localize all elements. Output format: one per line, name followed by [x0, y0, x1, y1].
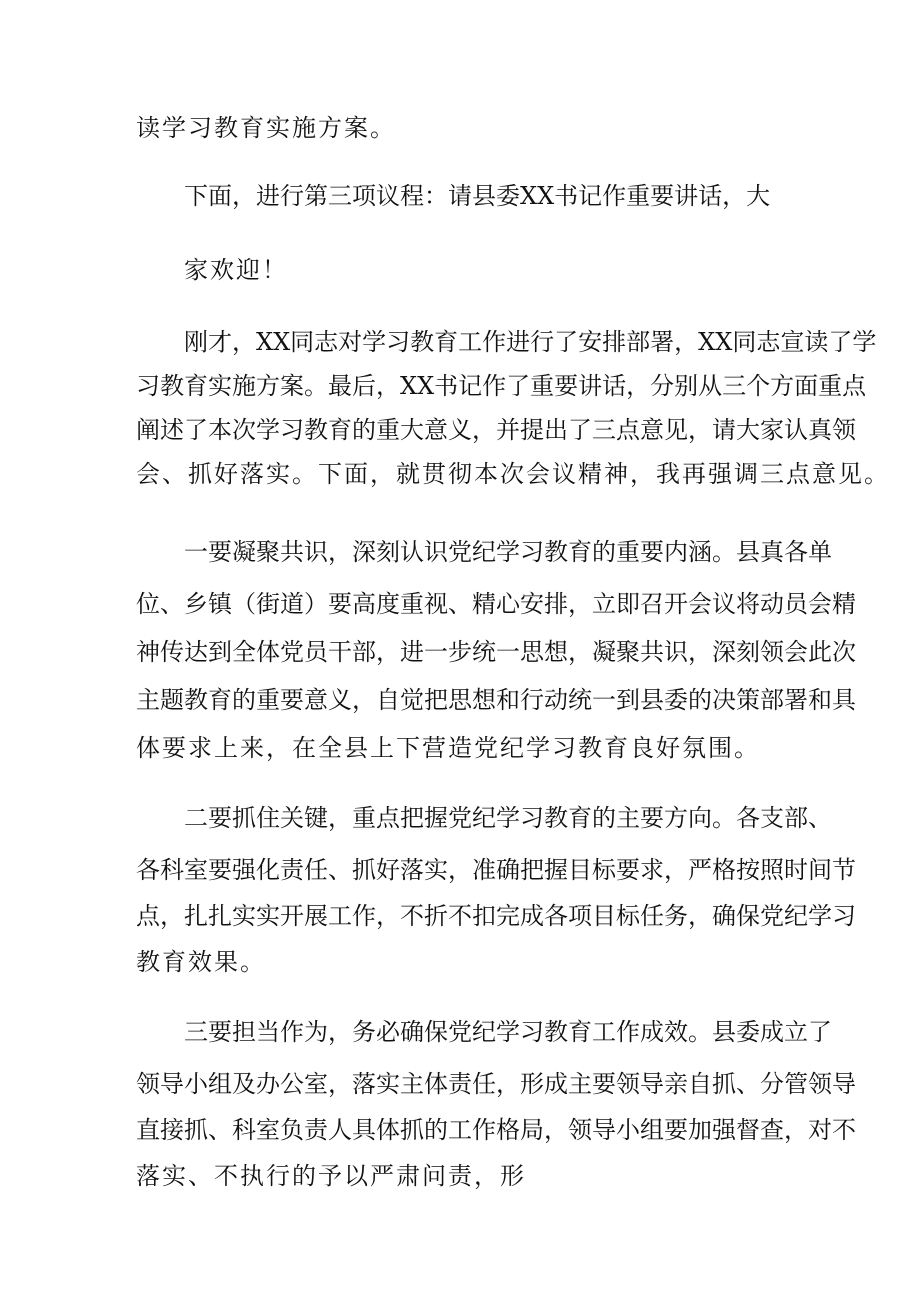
text-line-16: 教育效果。 [136, 948, 266, 976]
text-line-10: 神传达到全体党员干部，进一步统一思想，凝聚共识，深刻领会此次 [136, 638, 856, 666]
text-line-9: 位、乡镇（街道）要高度重视、精心安排，立即召开会议将动员会精 [136, 590, 856, 618]
text-line-5: 习教育实施方案。最后，XX书记作了重要讲话，分别从三个方面重点 [136, 372, 867, 400]
text-line-18: 领导小组及办公室，落实主体责任，形成主要领导亲自抓、分管领导 [136, 1070, 856, 1098]
text-line-14: 各科室要强化责任、抓好落实，准确把握目标要求，严格按照时间节 [136, 856, 856, 884]
text-line-4: 刚才，XX同志对学习教育工作进行了安排部署，XX同志宣读了学 [184, 328, 877, 356]
text-line-11: 主题教育的重要意义，自觉把思想和行动统一到县委的决策部署和具 [136, 686, 856, 714]
text-line-13: 二要抓住关键，重点把握党纪学习教育的主要方向。各支部、 [184, 804, 832, 832]
text-line-19: 直接抓、科室负责人具体抓的工作格局，领导小组要加强督查，对不 [136, 1116, 856, 1144]
text-line-6: 阐述了本次学习教育的重大意义，并提出了三点意见，请大家认真领 [136, 416, 856, 444]
text-line-2: 下面，进行第三项议程：请县委XX书记作重要讲话，大 [184, 182, 771, 210]
text-line-3: 家欢迎！ [184, 256, 288, 284]
text-line-1: 读学习教育实施方案。 [136, 114, 396, 142]
text-line-12: 体要求上来，在全县上下营造党纪学习教育良好氛围。 [136, 734, 760, 762]
text-line-7: 会、抓好落实。下面，就贯彻本次会议精神，我再强调三点意见。 [136, 460, 890, 488]
text-line-8: 一要凝聚共识，深刻认识党纪学习教育的重要内涵。县真各单 [184, 538, 832, 566]
text-line-20: 落实、不执行的予以严肃问责，形 [136, 1162, 526, 1190]
text-line-15: 点，扎扎实实开展工作，不折不扣完成各项目标任务，确保党纪学习 [136, 902, 856, 930]
text-line-17: 三要担当作为，务必确保党纪学习教育工作成效。县委成立了 [184, 1018, 832, 1046]
